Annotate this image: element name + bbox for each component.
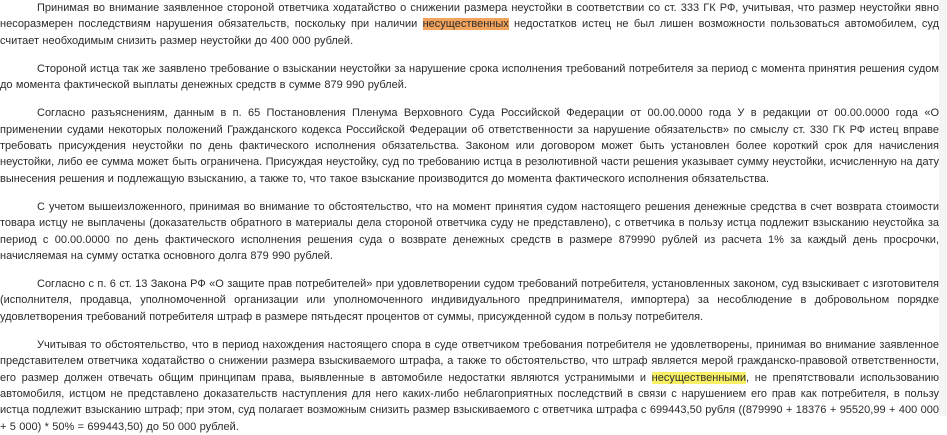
paragraph-6-text-after: , не препятствовали использованию автомобиля, истцом не представлено доказательств наступления для него каких-либо неблагоприятных последствий в связи с нарушением его прав как потребителя, в пользу истца подлежит взысканию штраф; при этом, суд полагает возможным снизить размер взыскиваемого с ответчика штрафа с 699443,50 рубля ((879990 + 18376 + 95520,99 + 400 000 + 5 000) * 50% = 699443,50) до 50 000 рублей. — [0, 371, 939, 433]
paragraph-1 — [0, 0, 939, 49]
scrollbar-track[interactable] — [939, 0, 947, 416]
search-highlight-1: несущественных — [422, 18, 509, 31]
paragraph-6-text-before: Учитывая то обстоятельство, что в период нахождения настоящего спора в суде ответчиком требования потребителя не удовлетворены, принимая во внимание заявленное представителем ответчика ходатайство о снижении размера взыскиваемого штрафа, а также то обстоятельство, что штраф является мерой гражданско-правовой ответственности, его размер должен отвечать общим принципам права, выявленные в автомобиле недостатки являются устранимыми и — [0, 339, 939, 384]
paragraph-6 — [0, 337, 939, 435]
paragraph-3: Согласно разъяснениям, данным в п. 65 Постановления Пленума Верховного Суда Российской Федерации от 00.00.0000 года У в редакции от 00.00.0000 года «О применении судами некоторых положений Гражданского кодекса Российской Федерации об ответственности за нарушение обязательств» по смыслу ст. 330 ГК РФ истец вправе требовать присуждения неустойки по день фактического исполнения обязательства. Законом или договором может быть установлен более короткий срок для начисления неустойки, либо ее сумма может быть ограничена. Присуждая неустойку, суд по требованию истца в резолютивной части решения указывает сумму неустойки, исчисленную на дату вынесения решения и подлежащую взысканию, а также то, что такое взыскание производится до момента фактического исполнения обязательства. — [0, 107, 939, 185]
paragraph-2: Стороной истца так же заявлено требование о взыскании неустойки за нарушение срока исполнения требований потребителя за период с момента принятия решения судом до момента фактической выплаты денежных средств в сумме 879 990 рублей. — [0, 62, 939, 92]
paragraph-5: Согласно с п. 6 ст. 13 Закона РФ «О защите прав потребителей» при удовлетворении судом требований потребителя, установленных законом, суд взыскивает с изготовителя (исполнителя, продавца, уполномоченной организации или уполномоченного индивидуального предпринимателя, импортера) за несоблюдение в добровольном порядке удовлетворения требований потребителя штраф в размере пятьдесят процентов от суммы, присужденной судом в пользу потребителя. — [0, 278, 939, 323]
search-highlight-2: несущественными — [651, 371, 747, 384]
paragraph-1-text-before: Принимая во внимание заявленное стороной ответчика ходатайство о снижении размера неустойки в соответствии со ст. 333 ГК РФ, учитывая, что размер неустойки явно несоразмерен последствиям нарушения обязательств, поскольку при наличии — [0, 2, 939, 31]
paragraph-4: С учетом вышеизложенного, принимая во внимание то обстоятельство, что на момент принятия судом настоящего решения денежные средства в счет возврата стоимости товара истцу не выплачены (доказательств обратного в материалы дела стороной ответчика суду не представлено), с ответчика в пользу истца подлежит взысканию неустойка за период с 00.00.0000 по день фактического исполнения решения суда о возврате денежных средств в размере 879990 рублей из расчета 1% за каждый день просрочки, начисляемая на сумму остатка основного долга 879 990 рублей. — [0, 200, 939, 262]
paragraph-1-text-after: недостатков истец не был лишен возможности пользоваться автомобилем, суд считает необходимым снизить размер неустойки до 400 000 рублей. — [0, 18, 939, 47]
